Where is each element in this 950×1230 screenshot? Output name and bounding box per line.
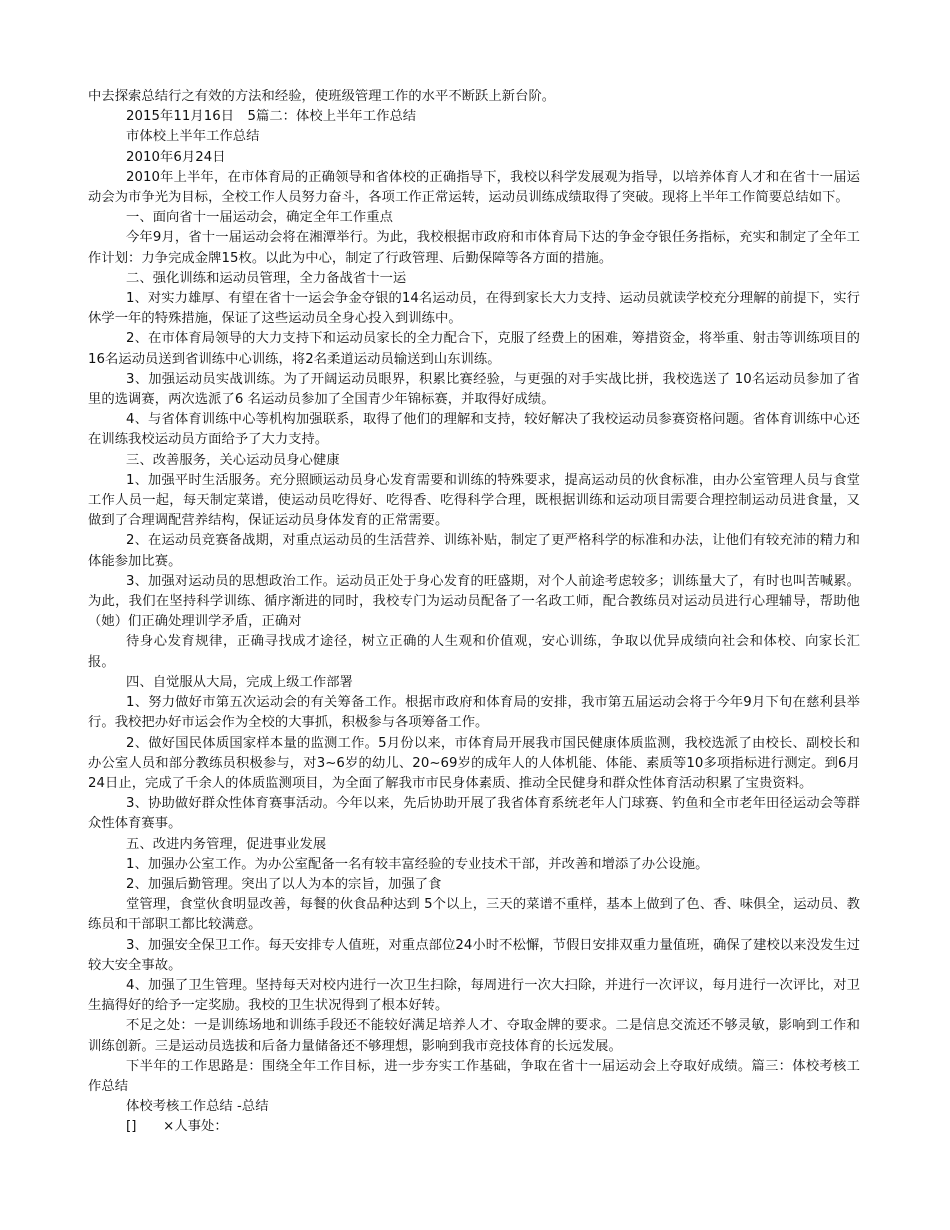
paragraph: 3、协助做好群众性体育赛事活动。今年以来，先后协助开展了我省体育系统老年人门球赛、钓鱼和全市老年田径运动会等群众性体育赛事。 — [88, 796, 860, 832]
section-heading: 三、改善服务，关心运动员身心健康 — [126, 452, 340, 468]
document-page — [88, 87, 860, 1138]
paragraph: 今年9月，省十一届运动会将在湘潭举行。为此，我校根据市政府和市体育局下达的争金夺银任务指标，充实和制定了全年工作计划：力争完成金牌15枚。以此为中心，制定了行政管理、后勤保障等各方面的措施。 — [88, 230, 860, 266]
paragraph: 2、加强后勤管理。突出了以人为本的宗旨，加强了食 — [126, 876, 442, 892]
section-heading: 二、强化训练和运动员管理，全力备战省十一运 — [126, 270, 407, 286]
paragraph: 1、努力做好市第五次运动会的有关筹备工作。根据市政府和体育局的安排，我市第五届运动会将于今年9月下旬在慈利县举行。我校把办好市运会作为全校的大事抓，积极参与各项筹备工作。 — [88, 695, 860, 731]
paragraph: 1、对实力雄厚、有望在省十一运会争金夺银的14名运动员，在得到家长大力支持、运动员就读学校充分理解的前提下，实行休学一年的特殊措施，保证了这些运动员全身心投入到训练中。 — [88, 291, 860, 327]
paragraph: 2、做好国民体质国家样本量的监测工作。5月份以来，市体育局开展我市国民健康体质监测，我校选派了由校长、副校长和办公室人员和部分教练员积极参与，对3~6岁的幼儿、20~69岁的成年人的人体机能、体能、素质等10多项指标进行测定。到6月24日止，完成了千余人的体质监测项目，为全面了解我市市民身体素质、推动全民健身和群众性体育活动积累了宝贵资料。 — [88, 735, 860, 791]
paragraph: 1、加强平时生活服务。充分照顾运动员身心发育需要和训练的特殊要求，提高运动员的伙食标准，由办公室管理人员与食堂工作人员一起，每天制定菜谱，使运动员吃得好、吃得香、吃得科学合理，既根据训练和运动项目需要合理控制运动员进食量，又做到了合理调配营养结构，保证运动员身体发育的正常需要。 — [88, 472, 860, 529]
date-and-section-heading: 2015年11月16日 5篇二：体校上半年工作总结 — [126, 109, 417, 125]
paragraph: 2010年上半年，在市体育局的正确领导和省体校的正确指导下，我校以科学发展观为指导，以培养体育人才和在省十一届运动会为市争光为目标，全校工作人员努力奋斗，各项工作正常运转，运动员训练成绩取得了突破。现将上半年工作简要总结如下。 — [88, 169, 860, 206]
paragraph: 1、加强办公室工作。为办公室配备一名有较丰富经验的专业技术干部，并改善和增添了办公设施。 — [126, 856, 709, 872]
section-heading: 四、自觉服从大局，完成上级工作部署 — [126, 674, 353, 690]
paragraph: 3、加强运动员实战训练。为了开阔运动员眼界，积累比赛经验，与更强的对手实战比拼，我校选送了 10名运动员参加了省里的选调赛，两次选派了6 名运动员参加了全国青少年锦标赛，并取得好成绩。 — [88, 371, 860, 408]
document-date: 2010年6月24日 — [126, 149, 226, 165]
paragraph: 中去探索总结行之有效的方法和经验，使班级管理工作的水平不断跃上新台阶。 — [88, 89, 556, 104]
paragraph: 4、与省体育训练中心等机构加强联系，取得了他们的理解和支持，较好解决了我校运动员参赛资格问题。省体育训练中心还在训练我校运动员方面给予了大力支持。 — [88, 412, 860, 448]
paragraph: 体校考核工作总结 -总结 — [126, 1099, 269, 1115]
paragraph: 4、加强了卫生管理。坚持每天对校内进行一次卫生扫除，每周进行一次大扫除，并进行一次评议，每月进行一次评比，对卫生搞得好的给予一定奖励。我校的卫生状况得到了根本好转。 — [88, 977, 860, 1014]
document-title: 市体校上半年工作总结 — [126, 129, 260, 145]
paragraph: [] ×人事处： — [126, 1119, 228, 1135]
paragraph: 待身心发育规律，正确寻找成才途径，树立正确的人生观和价值观，安心训练，争取以优异成绩向社会和体校、向家长汇报。 — [88, 634, 860, 670]
paragraph: 3、加强对运动员的思想政治工作。运动员正处于身心发育的旺盛期，对个人前途考虑较多；训练量大了，有时也叫苦喊累。为此，我们在坚持科学训练、循序渐进的同时，我校专门为运动员配备了一名政工师，配合教练员对运动员进行心理辅导，帮助他（她）们正确处理训学矛盾，正确对 — [88, 573, 860, 630]
paragraph: 3、加强安全保卫工作。每天安排专人值班，对重点部位24小时不松懈，节假日安排双重力量值班，确保了建校以来没发生过较大安全事故。 — [88, 937, 860, 973]
paragraph: 2、在市体育局领导的大力支持下和运动员家长的全力配合下，克服了经费上的困难，筹措资金，将举重、射击等训练项目的16名运动员送到省训练中心训练，将2名柔道运动员输送到山东训练。 — [88, 331, 860, 367]
paragraph: 下半年的工作思路是：围绕全年工作目标，进一步夯实工作基础，争取在省十一届运动会上夺取好成绩。篇三：体校考核工作总结 — [88, 1058, 860, 1094]
section-heading: 一、面向省十一届运动会，确定全年工作重点 — [126, 210, 393, 226]
paragraph: 2、在运动员竞赛备战期，对重点运动员的生活营养、训练补贴，制定了更严格科学的标准和办法，让他们有较充沛的精力和体能参加比赛。 — [88, 533, 860, 569]
paragraph: 堂管理，食堂伙食明显改善，每餐的伙食品种达到 5个以上，三天的菜谱不重样，基本上做到了色、香、味俱全，运动员、教练员和干部职工都比较满意。 — [88, 897, 860, 933]
paragraph: 不足之处：一是训练场地和训练手段还不能较好满足培养人才、夺取金牌的要求。二是信息交流还不够灵敏，影响到工作和训练创新。三是运动员选拔和后备力量储备还不够理想，影响到我市竞技体育的长远发展。 — [88, 1018, 860, 1054]
section-heading: 五、改进内务管理，促进事业发展 — [126, 836, 327, 852]
